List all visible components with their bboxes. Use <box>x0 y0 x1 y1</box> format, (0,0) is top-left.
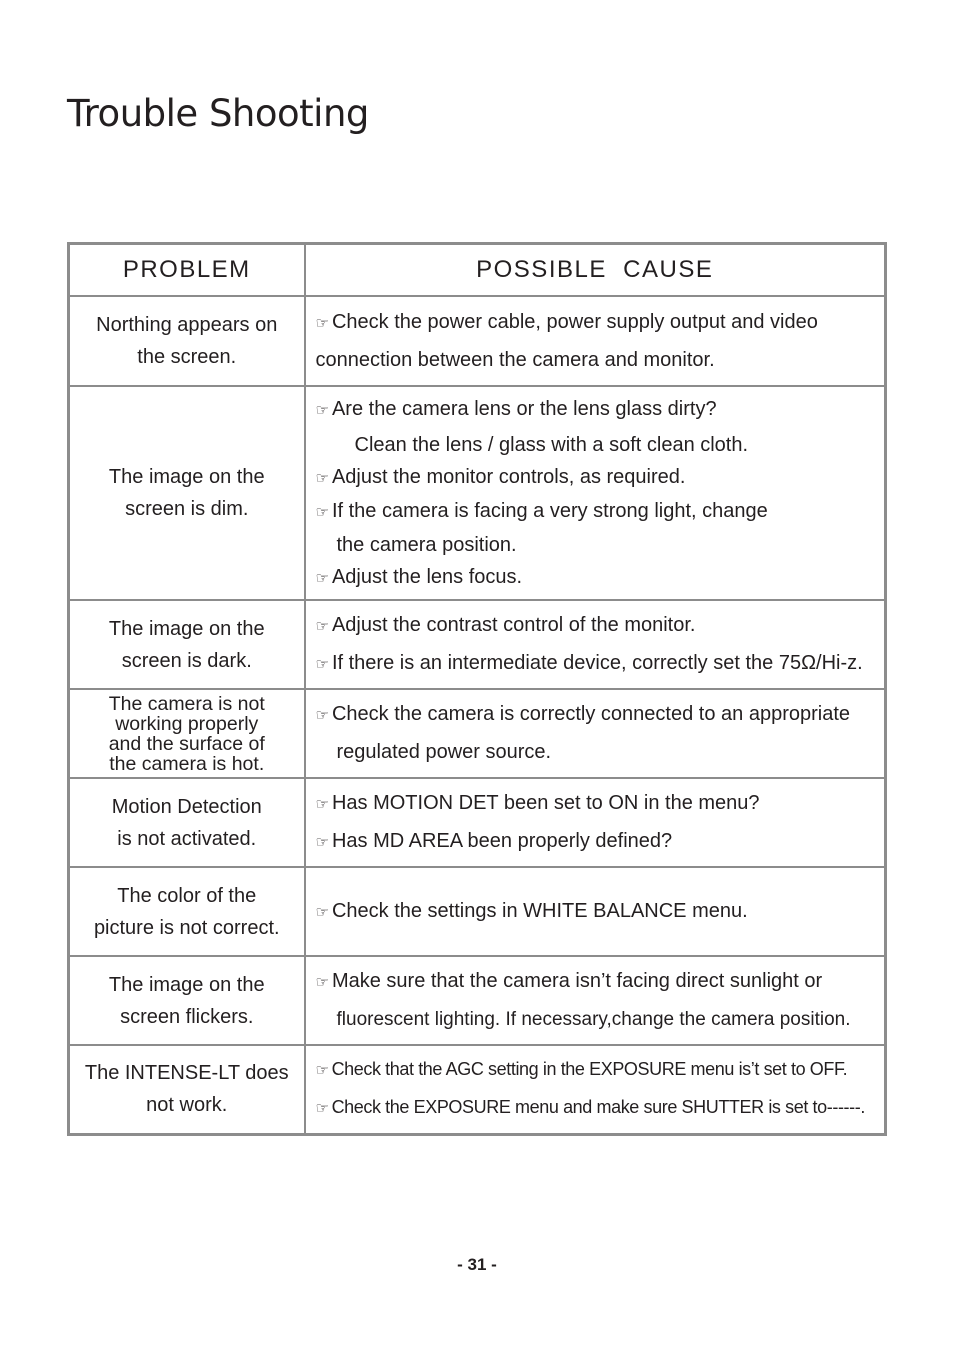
cause-line <box>316 461 877 495</box>
problem-text-line: Motion Detection <box>111 795 262 818</box>
cause-line <box>316 823 877 861</box>
cause-cell <box>305 296 886 386</box>
cause-cell <box>305 600 886 689</box>
pointing-hand-icon: ☞ <box>315 903 329 921</box>
cause-line <box>316 963 877 1001</box>
pointing-hand-icon: ☞ <box>315 402 329 419</box>
cause-text: Make sure that the camera isn’t facing direct sunlight or <box>331 970 823 992</box>
cause-line <box>316 893 877 931</box>
problem-text-line: screen is dim. <box>125 498 249 520</box>
page-number: - 31 - <box>457 1255 497 1274</box>
cause-text: Check that the AGC setting in the EXPOSURE menu is’t set to OFF. <box>331 1059 848 1080</box>
cause-text: Has MD AREA been properly defined? <box>331 829 673 852</box>
pointing-hand-icon: ☞ <box>315 1062 329 1080</box>
pointing-hand-icon: ☞ <box>315 1100 329 1118</box>
troubleshooting-table <box>67 242 887 1136</box>
possible-cause-column-header: POSSIBLE CAUSE <box>305 244 886 297</box>
cause-line <box>316 1051 877 1089</box>
problem-text-line: The INTENSE-LT does <box>84 1062 289 1085</box>
table-row <box>69 778 886 867</box>
pointing-hand-icon: ☞ <box>315 707 329 724</box>
cause-text: Check the settings in WHITE BALANCE menu. <box>331 899 748 922</box>
cause-cell <box>305 1045 886 1134</box>
cause-line: regulated power source. <box>336 741 552 763</box>
problem-text-line: The image on the <box>108 466 265 488</box>
cause-text: Check the EXPOSURE menu and make sure SHUTTER is set to------. <box>331 1097 865 1118</box>
cause-cell <box>305 956 886 1045</box>
problem-text-line: the screen. <box>137 346 237 368</box>
table-row <box>69 1045 886 1134</box>
table-row <box>69 600 886 689</box>
cause-text: Check the power cable, power supply output and video <box>331 310 818 333</box>
cause-cell <box>305 689 886 778</box>
pointing-hand-icon: ☞ <box>315 617 329 635</box>
cause-line <box>316 391 877 429</box>
problem-text-line: working properly <box>115 712 259 735</box>
problem-text-line: The camera is not <box>108 692 265 715</box>
cause-line <box>316 607 877 645</box>
pointing-hand-icon: ☞ <box>315 570 329 587</box>
cause-line <box>316 495 877 529</box>
cause-line: Clean the lens / glass with a soft clean cloth. <box>354 434 749 456</box>
cause-line <box>316 696 877 734</box>
problem-text-line: not work. <box>146 1094 228 1117</box>
table-row <box>69 386 886 600</box>
pointing-hand-icon: ☞ <box>315 974 329 991</box>
pointing-hand-icon: ☞ <box>315 314 329 332</box>
cause-cell <box>305 867 886 956</box>
problem-text-line: The image on the <box>108 617 265 640</box>
pointing-hand-icon: ☞ <box>315 470 329 487</box>
page-title: Trouble Shooting <box>67 92 369 135</box>
cause-cell <box>305 778 886 867</box>
cause-text: Adjust the monitor controls, as required. <box>331 466 686 488</box>
cause-text: Has MOTION DET been set to ON in the menu? <box>331 791 760 814</box>
problem-text-line: picture is not correct. <box>93 916 280 939</box>
problem-cell <box>69 956 305 1045</box>
table-header-row <box>69 244 886 297</box>
problem-cell <box>69 778 305 867</box>
cause-text: Are the camera lens or the lens glass dirty? <box>331 398 717 420</box>
cause-line: connection between the camera and monitor. <box>315 348 715 371</box>
problem-text-line: screen is dark. <box>121 649 252 672</box>
cause-text: Adjust the contrast control of the monitor. <box>331 613 696 636</box>
table-row <box>69 867 886 956</box>
problem-column-header: PROBLEM <box>69 244 305 297</box>
problem-cell <box>69 1045 305 1134</box>
cause-line: the camera position. <box>336 534 517 556</box>
problem-text-line: the camera is hot. <box>109 752 265 775</box>
problem-text-line: is not activated. <box>117 827 257 850</box>
pointing-hand-icon: ☞ <box>315 504 329 521</box>
pointing-hand-icon: ☞ <box>315 833 329 851</box>
pointing-hand-icon: ☞ <box>315 795 329 813</box>
cause-text: Adjust the lens focus. <box>331 566 523 588</box>
cause-line <box>316 645 877 683</box>
problem-cell <box>69 600 305 689</box>
cause-line <box>316 785 877 823</box>
pointing-hand-icon: ☞ <box>315 655 329 673</box>
cause-line <box>316 304 877 342</box>
problem-text-line: Northing appears on <box>96 314 278 336</box>
table-row <box>69 689 886 778</box>
problem-cell <box>69 867 305 956</box>
problem-cell <box>69 296 305 386</box>
problem-text-line: The image on the <box>108 973 265 996</box>
problem-text-line: The color of the <box>117 884 257 907</box>
table-row <box>69 296 886 386</box>
problem-text-line: and the surface of <box>108 732 265 755</box>
cause-cell <box>305 386 886 600</box>
cause-line <box>316 561 877 595</box>
cause-line <box>316 1089 877 1127</box>
cause-line: fluorescent lighting. If necessary,change the camera position. <box>336 1009 851 1030</box>
cause-text: Check the camera is correctly connected to an appropriate <box>331 703 850 725</box>
problem-cell <box>69 689 305 778</box>
table-row <box>69 956 886 1045</box>
cause-text: If there is an intermediate device, correctly set the 75Ω/Hi-z. <box>331 651 863 674</box>
cause-text: If the camera is facing a very strong light, change <box>331 500 768 522</box>
problem-text-line: screen flickers. <box>120 1005 254 1028</box>
problem-cell <box>69 386 305 600</box>
